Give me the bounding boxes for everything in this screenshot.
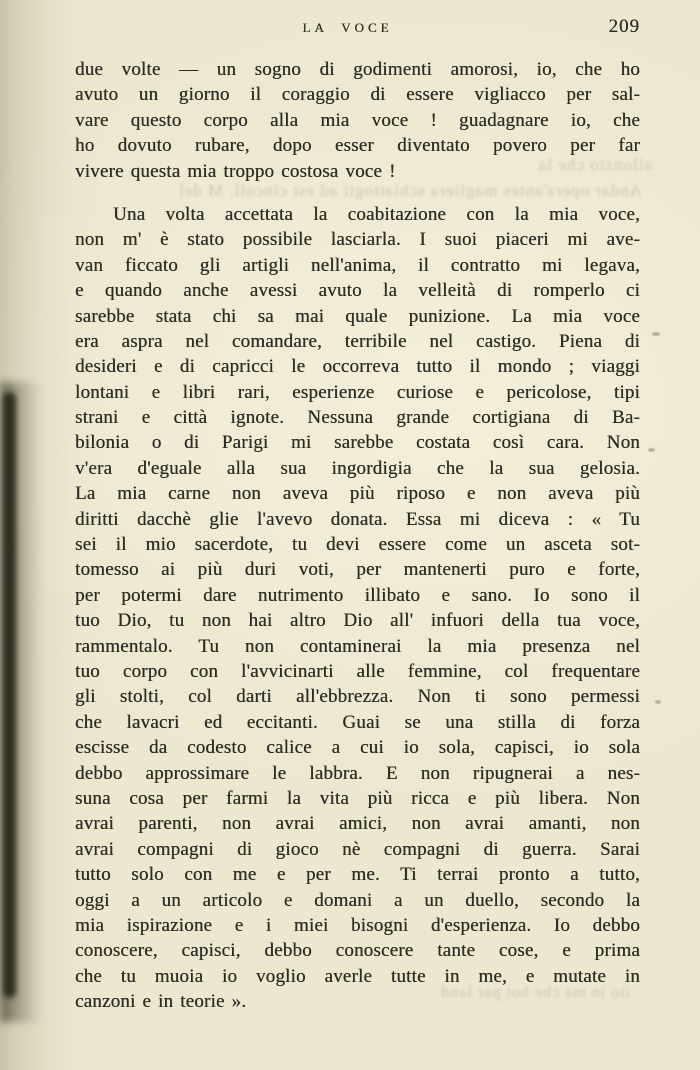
text-line: conoscere, capisci, debbo conoscere tante cose, e prima <box>75 940 640 962</box>
ink-speck <box>7 541 10 548</box>
text-line: tutto solo con me e per me. Ti terrai pronto a tutto, <box>75 864 640 886</box>
text-line: e quando anche avessi avuto la velleità di romperlo ci <box>75 280 640 302</box>
ink-speck <box>652 332 660 336</box>
text-line: oggi a un articolo e domani a un duello, secondo la <box>75 889 640 911</box>
bleedthrough-text: allonzio che la <box>537 155 652 174</box>
text-line: avrai compagni di gioco nè compagni di guerra. Sarai <box>75 838 640 860</box>
text-line: La mia carne non aveva più riposo e non aveva più <box>75 483 640 505</box>
text-line: van ficcato gli artigli nell'anima, il contratto mi legava, <box>75 254 640 276</box>
text-line: tuo Dio, tu non hai altro Dio all' infuori della tua voce, <box>75 610 640 632</box>
bleedthrough-text: ito in ma che hot par land <box>440 984 630 1001</box>
text-line: rammentalo. Tu non contaminerai la mia presenza nel <box>75 635 640 657</box>
text-line: avuto un giorno il coraggio di essere vigliacco per sal- <box>75 84 640 106</box>
text-line: tuo corpo con l'avvicinarti alle femmine, col frequentare <box>75 660 640 682</box>
page-header <box>75 16 640 42</box>
text-line: Una volta accettata la coabitazione con la mia voce, <box>113 203 640 225</box>
text-line: gli stolti, col darti all'ebbrezza. Non ti sono permessi <box>75 686 640 708</box>
text-line: debbo approssimare le labbra. E non ripugnerai a nes- <box>75 762 640 784</box>
text-line: due volte — un sogno di godimenti amorosi, io, che ho <box>75 59 640 80</box>
text-line: bilonia o di Parigi mi sarebbe costata così cara. Non <box>75 432 640 454</box>
text-line: sarebbe stata chi sa mai quale punizione. La mia voce <box>75 305 640 327</box>
text-line: che lavacri ed eccitanti. Guai se una stilla di forza <box>75 711 640 733</box>
text-line: lontani e libri rari, esperienze curiose e pericolose, tipi <box>75 381 640 403</box>
page-number: 209 <box>608 16 640 37</box>
paragraph <box>75 57 640 184</box>
text-line: canzoni e in teorie ». <box>75 991 247 1013</box>
text-line: desideri e di capricci le occorreva tutto il mondo ; viaggi <box>75 356 640 378</box>
text-line: strani e città ignote. Nessuna grande cortigiana di Ba- <box>75 407 640 429</box>
ink-speck <box>655 700 661 704</box>
text-line: tomesso ai più duri voti, per mantenerti puro e forte, <box>75 559 640 581</box>
text-line: che tu muoia io voglio averle tutte in me, e mutate in <box>75 965 640 987</box>
body-text <box>75 57 640 1014</box>
text-line: non m' è stato possibile lasciarla. I suoi piaceri mi ave- <box>75 229 640 251</box>
text-line: suna cosa per farmi la vita più ricca e più libera. Non <box>75 787 640 809</box>
bleedthrough-text: Andar opera'antes magliera schiattogti ad est cincoll. M del <box>178 181 642 200</box>
text-line: per potermi dare nutrimento illibato e sano. Io sono il <box>75 584 640 606</box>
text-line: era aspra nel comandare, terribile nel castigo. Piena di <box>75 330 640 352</box>
text-line: sei il mio sacerdote, tu devi essere come un asceta sot- <box>75 534 640 556</box>
text-line: escisse da codesto calice a cui io sola, capisci, io sola <box>75 737 640 759</box>
running-title: LA VOCE <box>302 20 393 35</box>
binding-shadow <box>3 392 16 998</box>
text-line: v'era d'eguale alla sua ingordigia che la sua gelosia. <box>75 457 640 479</box>
text-line: mia ispirazione e i miei bisogni d'esperienza. Io debbo <box>75 914 640 936</box>
text-line: vivere questa mia troppo costosa voce ! <box>75 160 396 182</box>
text-line: vare questo corpo alla mia voce ! guadagnare io, che <box>75 109 640 131</box>
text-line: avrai parenti, non avrai amici, non avrai amanti, non <box>75 813 640 835</box>
ink-speck <box>648 448 655 452</box>
text-line: ho dovuto rubare, dopo esser diventato povero per far <box>75 135 640 157</box>
paragraph <box>75 202 640 1015</box>
text-line: diritti dacchè glie l'avevo donata. Essa mi diceva : « Tu <box>75 508 640 530</box>
